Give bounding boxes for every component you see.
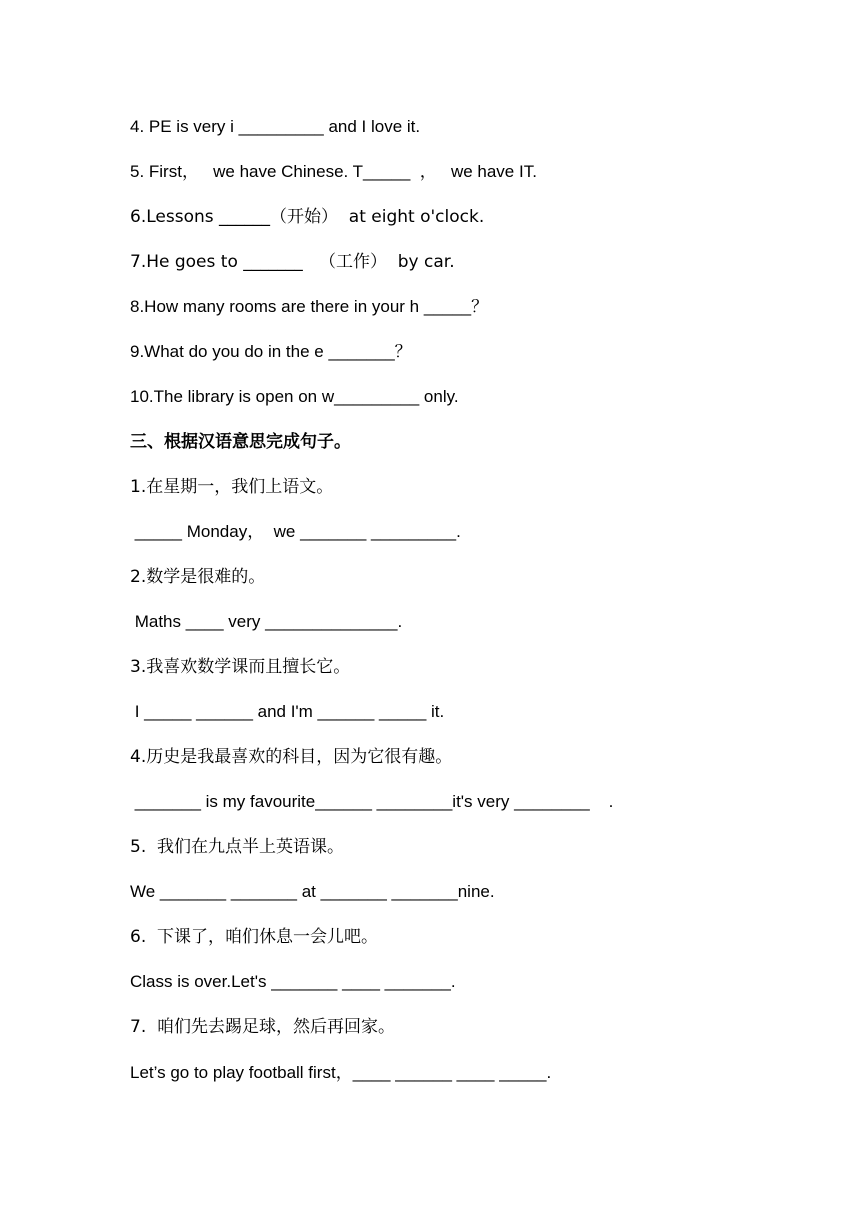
translation-prompt-3: 3.我喜欢数学课而且擅长它。	[130, 657, 351, 677]
exercise-item-8: 8.How many rooms are there in your h _____？	[130, 297, 489, 316]
translation-prompt-1: 1.在星期一，我们上语文。	[130, 477, 334, 497]
exercise-item-9: 9.What do you do in the e _______？	[130, 342, 412, 361]
translation-answer-1: _____ Monday， we _______ _________.	[130, 522, 461, 541]
translation-prompt-2: 2.数学是很难的。	[130, 567, 266, 587]
exercise-item-4: 4. PE is very i _________ and I love it.	[130, 117, 421, 136]
translation-prompt-4: 4.历史是我最喜欢的科目，因为它很有趣。	[130, 747, 453, 767]
exercise-item-6: 6.Lessons ______（开始） at eight o'clock.	[130, 207, 485, 227]
exercise-item-10: 10.The library is open on w_________ only.	[130, 387, 459, 406]
translation-answer-4: _______ is my favourite______ ________it's very ________ .	[130, 792, 614, 811]
translation-answer-6: Class is over.Let's _______ ____ _______.	[130, 972, 456, 991]
translation-answer-7: Let’s go to play football first，____ ______ ____ _____.	[130, 1063, 552, 1082]
exercise-item-7: 7.He goes to _______ （工作） by car.	[130, 252, 455, 272]
translation-prompt-5: 5. 我们在九点半上英语课。	[130, 837, 345, 857]
translation-prompt-7: 7. 咱们先去踢足球，然后再回家。	[130, 1017, 396, 1037]
section-heading: 三、根据汉语意思完成句子。	[130, 432, 351, 452]
exercise-item-5: 5. First， we have Chinese. T_____ ， we have IT.	[130, 162, 537, 181]
translation-answer-2: Maths ____ very ______________.	[130, 612, 403, 631]
translation-answer-3: I _____ ______ and I'm ______ _____ it.	[130, 702, 445, 721]
translation-prompt-6: 6. 下课了，咱们休息一会儿吧。	[130, 927, 379, 947]
translation-answer-5: We _______ _______ at _______ _______nine.	[130, 882, 495, 901]
